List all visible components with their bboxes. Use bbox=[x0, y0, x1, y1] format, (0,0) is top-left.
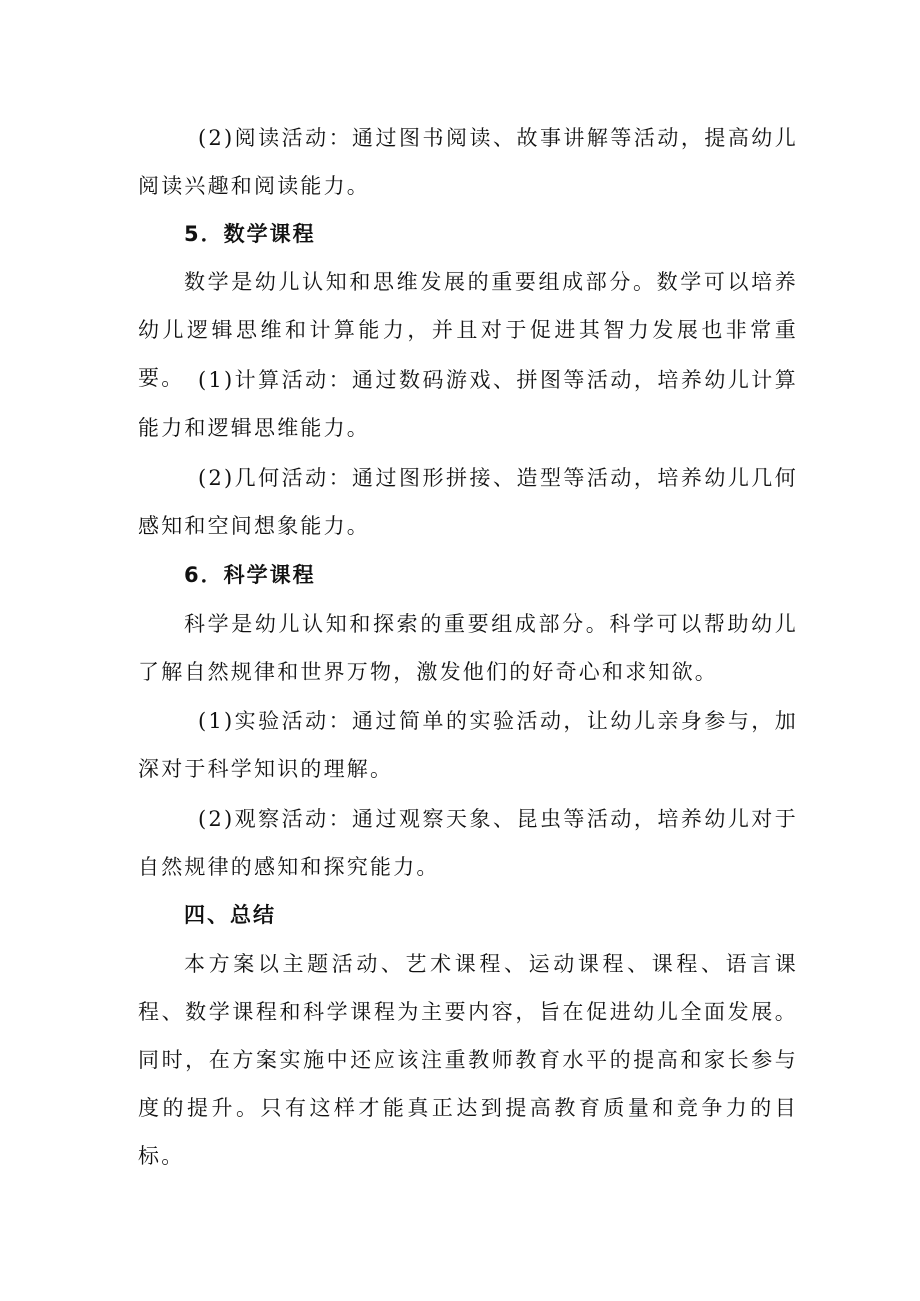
science-course-heading: 6．科学课程 bbox=[184, 563, 316, 587]
math-course-heading: 5．数学课程 bbox=[184, 222, 316, 246]
summary-heading: 四、总结 bbox=[184, 903, 276, 927]
summary-paragraph: 本方案以主题活动、艺术课程、运动课程、课程、语言课程、数学课程和科学课程为主要内容，旨在促进幼儿全面发展。同时，在方案实施中还应该注重教师教育水平的提高和家长参与度的提升。只有这样才能真正达到提高教育质量和竞争力的目标。 bbox=[138, 952, 798, 1168]
observation-activity-paragraph: (2)观察活动：通过观察天象、昆虫等活动，培养幼儿对于自然规律的感知和探究能力。 bbox=[138, 807, 798, 879]
reading-activity-paragraph: (2)阅读活动：通过图书阅读、故事讲解等活动，提高幼儿阅读兴趣和阅读能力。 bbox=[138, 126, 798, 198]
experiment-activity-paragraph: (1)实验活动：通过简单的实验活动，让幼儿亲身参与，加深对于科学知识的理解。 bbox=[138, 709, 798, 781]
science-intro-paragraph: 科学是幼儿认知和探索的重要组成部分。科学可以帮助幼儿了解自然规律和世界万物，激发他们的好奇心和求知欲。 bbox=[138, 612, 798, 684]
math-intro-paragraph: 数学是幼儿认知和思维发展的重要组成部分。数学可以培养幼儿逻辑思维和计算能力，并且对于促进其智力发展也非常重要。 bbox=[138, 270, 798, 390]
geometry-activity-paragraph: (2)几何活动：通过图形拼接、造型等活动，培养幼儿几何感知和空间想象能力。 bbox=[138, 466, 798, 538]
calculation-activity-paragraph: (1)计算活动：通过数码游戏、拼图等活动，培养幼儿计算能力和逻辑思维能力。 bbox=[138, 368, 798, 440]
